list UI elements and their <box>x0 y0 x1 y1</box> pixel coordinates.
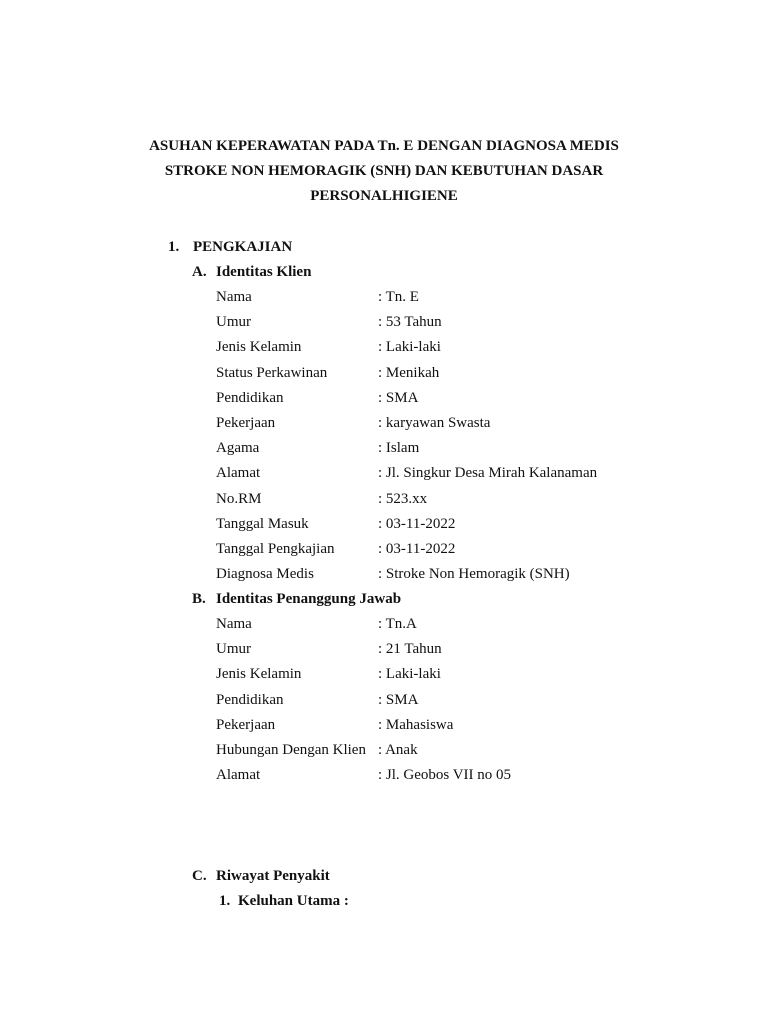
title-line-3: PERSONALHIGIENE <box>310 188 458 204</box>
field-value: : 03-11-2022 <box>378 515 456 532</box>
table-row <box>0 564 768 584</box>
table-row <box>0 639 768 659</box>
table-row <box>0 337 768 357</box>
field-label: Nama <box>216 616 252 632</box>
field-label: Alamat <box>216 465 261 482</box>
field-label: Pendidikan <box>216 691 284 708</box>
section-c-1-title: Keluhan Utama : <box>238 893 349 909</box>
table-row <box>0 740 768 760</box>
title-line-2: STROKE NON HEMORAGIK (SNH) DAN KEBUTUHAN DASAR <box>164 163 604 179</box>
section-a-title: Identitas Klien <box>216 264 312 280</box>
section-a-letter: A. <box>192 264 207 280</box>
field-value: : Mahasiswa <box>378 716 454 733</box>
table-row <box>0 413 768 433</box>
field-value: : SMA <box>378 691 419 708</box>
field-label: Umur <box>216 314 251 331</box>
section-c-title: Riwayat Penyakit <box>216 868 330 884</box>
field-value: : 03-11-2022 <box>378 541 456 557</box>
field-label: Tanggal Masuk <box>216 515 309 532</box>
table-row <box>0 388 768 408</box>
table-row <box>0 363 768 383</box>
field-value: : SMA <box>378 389 419 406</box>
field-label: Jenis Kelamin <box>216 339 302 356</box>
table-row <box>0 489 768 509</box>
field-value: : Jl. Geobos VII no 05 <box>378 767 512 784</box>
field-value: : karyawan Swasta <box>378 415 491 431</box>
section-1-title: PENGKAJIAN <box>193 239 293 255</box>
table-row <box>0 438 768 458</box>
table-row <box>0 287 768 307</box>
field-value: : Laki-laki <box>378 339 441 356</box>
field-value: : Jl. Singkur Desa Mirah Kalanaman <box>378 465 598 482</box>
field-value: : Tn.A <box>378 616 417 632</box>
field-value: : 21 Tahun <box>378 641 442 658</box>
field-label: Diagnosa Medis <box>216 566 314 583</box>
field-label: Jenis Kelamin <box>216 666 302 683</box>
field-label: Status Perkawinan <box>216 364 328 381</box>
document-title <box>0 134 768 209</box>
field-label: Agama <box>216 440 260 457</box>
field-value: : Tn. E <box>378 289 419 305</box>
table-row <box>0 514 768 534</box>
section-1-heading <box>168 237 293 257</box>
section-b-title: Identitas Penanggung Jawab <box>216 591 402 607</box>
field-value: : 53 Tahun <box>378 314 442 331</box>
field-label: Tanggal Pengkajian <box>216 541 335 557</box>
section-b-letter: B. <box>192 591 206 607</box>
field-label: Pekerjaan <box>216 415 276 431</box>
table-row <box>0 715 768 735</box>
table-row <box>0 539 768 559</box>
section-c-heading <box>192 866 330 886</box>
field-label: No.RM <box>216 490 262 507</box>
field-label: Nama <box>216 289 252 305</box>
section-a-heading <box>192 262 312 282</box>
field-label: Pendidikan <box>216 389 284 406</box>
field-value: : Islam <box>378 440 420 457</box>
title-line-1: ASUHAN KEPERAWATAN PADA Tn. E DENGAN DIAGNOSA MEDIS <box>149 138 619 154</box>
section-c-letter: C. <box>192 868 207 884</box>
field-value: : Menikah <box>378 364 440 381</box>
table-row <box>0 664 768 684</box>
section-1-number: 1. <box>168 239 180 255</box>
section-c-1-heading <box>219 891 349 911</box>
field-value: : Stroke Non Hemoragik (SNH) <box>378 566 570 583</box>
table-row <box>0 690 768 710</box>
section-c-1-number: 1. <box>219 893 231 909</box>
field-label: Umur <box>216 641 251 658</box>
table-row <box>0 765 768 785</box>
table-row <box>0 312 768 332</box>
field-value: : 523.xx <box>378 490 428 507</box>
table-row <box>0 463 768 483</box>
field-label: Alamat <box>216 767 261 784</box>
field-value: : Laki-laki <box>378 666 441 683</box>
field-label: Hubungan Dengan Klien <box>216 742 366 758</box>
table-row <box>0 614 768 634</box>
field-label: Pekerjaan <box>216 716 276 733</box>
section-b-heading <box>192 589 402 609</box>
field-value: : Anak <box>378 742 418 758</box>
